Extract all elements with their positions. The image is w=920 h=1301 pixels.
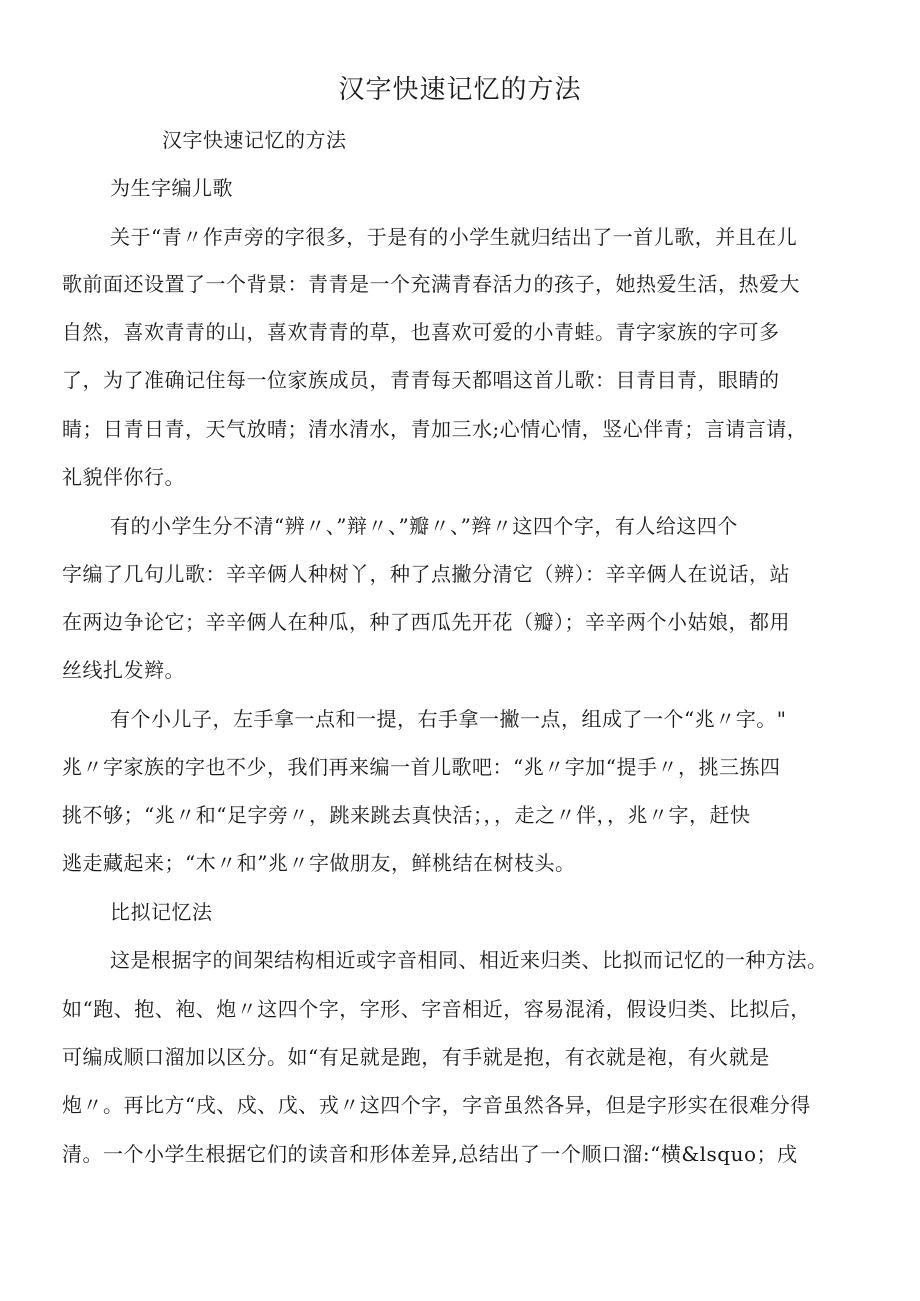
paragraph-line: 有个小儿子，左手拿一点和一提，右手拿一撇一点，组成了一个“兆〃字。"	[110, 707, 787, 731]
paragraph-line: 关于“青〃作声旁的字很多，于是有的小学生就归结出了一首儿歌，并且在儿	[110, 225, 798, 249]
paragraph-line: 可编成顺口溜加以区分。如“有足就是跑，有手就是抱，有衣就是袍，有火就是	[62, 1045, 770, 1069]
paragraph-line: 字编了几句儿歌：辛辛俩人种树丫，种了点撇分清它（辨）：辛辛俩人在说话，站	[62, 562, 790, 586]
paragraph-line: 逃走藏起来；“木〃和”兆〃字做朋友，鲜桃结在树枝头。	[62, 851, 576, 875]
page-title: 汉字快速记忆的方法	[338, 75, 582, 105]
paragraph-line: 清。一个小学生根据它们的读音和形体差异,总结出了一个顺口溜:“横&lsquo；戌	[62, 1142, 798, 1166]
paragraph-line: 炮〃。再比方“戌、戍、戊、戎〃这四个字，字音虽然各异，但是字形实在很难分得	[62, 1093, 811, 1117]
paragraph-line: 如“跑、抱、袍、炮〃这四个字，字形、字音相近，容易混淆，假设归类、比拟后，	[62, 997, 811, 1021]
paragraph-line: 丝线扎发辫。	[62, 658, 185, 682]
section-heading-children-songs: 为生字编儿歌	[110, 176, 233, 200]
paragraph-line: 在两边争论它；辛辛俩人在种瓜，种了西瓜先开花（瓣）；辛辛两个小姑娘，都用	[62, 610, 790, 634]
document-subtitle: 汉字快速记忆的方法	[162, 128, 347, 152]
paragraph-line: 歌前面还设置了一个背景：青青是一个充满青春活力的孩子，她热爱生活，热爱大	[62, 272, 800, 296]
paragraph-line: 挑不够；“兆〃和“足字旁〃，跳来跳去真快活；，，走之〃伴，，兆〃字，赶快	[62, 803, 751, 827]
paragraph-line: 有的小学生分不清“辨〃、”辩〃、”瓣〃、”辫〃这四个字，有人给这四个	[110, 514, 738, 538]
paragraph-line: 睛；日青日青，天气放晴；清水清水，青加三水;心情心情，竖心伴青；言请言请，	[62, 417, 808, 441]
section-heading-analogy-method: 比拟记忆法	[110, 900, 213, 924]
paragraph-line: 这是根据字的间架结构相近或字音相同、相近来归类、比拟而记忆的一种方法。	[110, 948, 828, 972]
paragraph-line: 兆〃字家族的字也不少，我们再来编一首儿歌吧：“兆〃字加“提手〃，挑三拣四	[62, 755, 781, 779]
paragraph-line: 礼貌伴你行。	[62, 465, 185, 489]
paragraph-line: 自然，喜欢青青的山，喜欢青青的草，也喜欢可爱的小青蛙。青字家族的字可多	[62, 320, 780, 344]
paragraph-line: 了，为了准确记住每一位家族成员，青青每天都唱这首儿歌：目青目青，眼睛的	[62, 368, 780, 392]
